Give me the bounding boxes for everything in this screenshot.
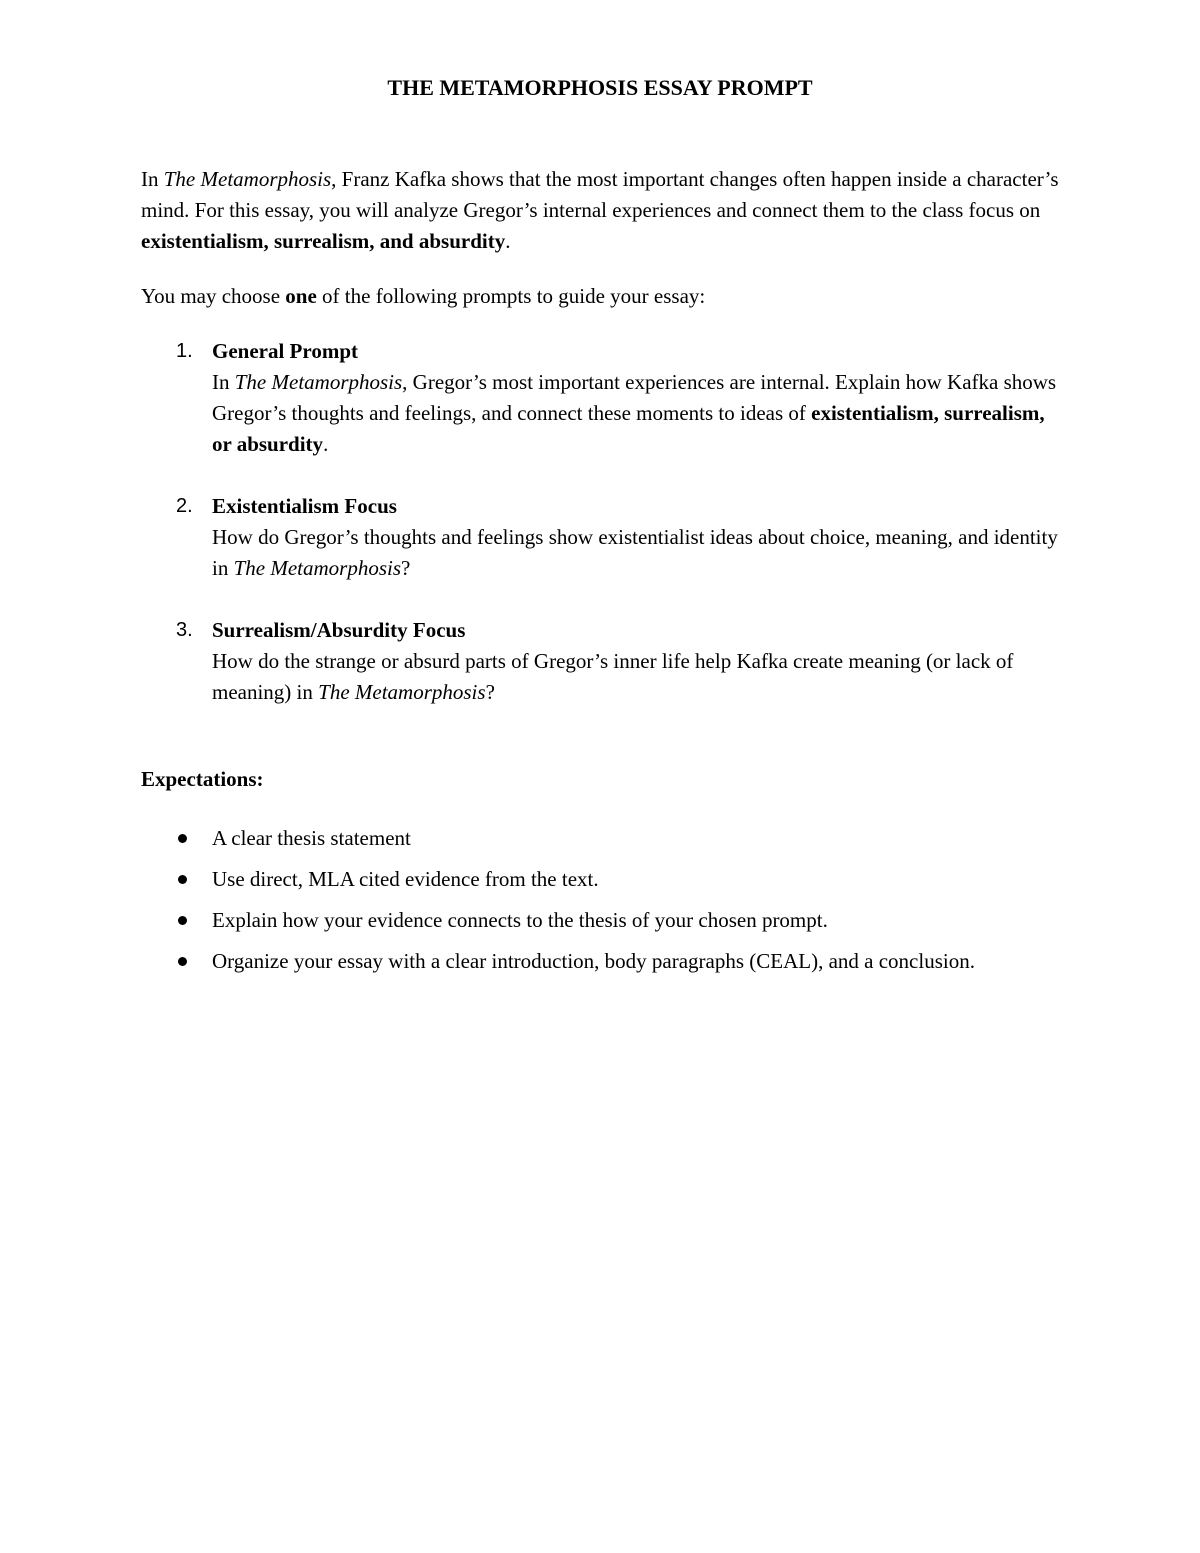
choose-text-2: of the following prompts to guide your essay: [316,284,706,308]
list-item [176,818,1056,858]
prompt-body [212,336,1066,460]
prompt-item-general [176,336,1066,460]
prompt-description [212,646,1066,708]
intro-text-2: , Franz Kafka shows that the most important changes often happen inside a character’s mind. For this essay, you will analyze Gregor’s internal experiences and connect them to the class focus on [141,167,1059,222]
expectations-heading: Expectations: [141,767,264,791]
prompt-text: , Gregor’s most important experiences are internal. Explain how Kafka shows Gregor’s thoughts and feelings, and connect these moments to ideas of [212,370,1057,425]
intro-text-3: . [505,229,511,253]
prompt-description [212,367,1066,460]
bullet-icon [178,875,187,884]
document-title: THE METAMORPHOSIS ESSAY PROMPT [387,75,813,100]
prompt-number: 3. [176,619,193,641]
prompt-body [212,615,1066,708]
expectations-list [176,818,1056,982]
prompt-text: ? [401,556,411,580]
prompt-text: How do Gregor’s thoughts and feelings show existentialist ideas about choice, meaning, and identity in [212,525,1058,580]
intro-bold-focus: existentialism, surrealism, and absurdity [141,229,506,253]
list-item [176,941,1056,981]
bullet-icon [178,957,187,966]
list-item [176,859,1056,899]
prompt-heading: Existentialism Focus [212,494,397,518]
prompt-text: . [323,432,329,456]
prompt-item-existentialism [176,491,1066,584]
intro-text-1: In [141,167,164,191]
bullet-icon [178,834,187,843]
prompt-description [212,522,1066,584]
prompt-number: 2. [176,495,193,517]
choose-bold-one: one [285,284,317,308]
prompt-number: 1. [176,340,193,362]
list-item [176,900,1056,940]
prompt-body [212,491,1066,584]
choose-paragraph [141,281,1061,312]
prompt-bold-focus: existentialism, surrealism, or absurdity [212,401,1045,456]
list-item-text: Explain how your evidence connects to the thesis of your chosen prompt. [212,908,828,932]
prompt-text: How do the strange or absurd parts of Gregor’s inner life help Kafka create meaning (or lack of meaning) in [212,649,1014,704]
intro-book-title: The Metamorphosis [163,167,332,191]
prompt-item-surrealism [176,615,1066,708]
bullet-icon [178,916,187,925]
list-item-text: Organize your essay with a clear introduction, body paragraphs (CEAL), and a conclusion. [212,949,975,973]
prompt-heading: General Prompt [212,339,358,363]
prompt-text: In [212,370,235,394]
intro-paragraph [141,164,1061,257]
list-item-text: A clear thesis statement [212,826,411,850]
prompt-heading: Surrealism/Absurdity Focus [212,618,466,642]
prompt-book-title: The Metamorphosis [318,680,486,704]
list-item-text: Use direct, MLA cited evidence from the text. [212,867,599,891]
choose-text-1: You may choose [141,284,286,308]
prompt-text: ? [485,680,495,704]
prompt-book-title: The Metamorphosis [234,370,403,394]
prompt-book-title: The Metamorphosis [233,556,402,580]
